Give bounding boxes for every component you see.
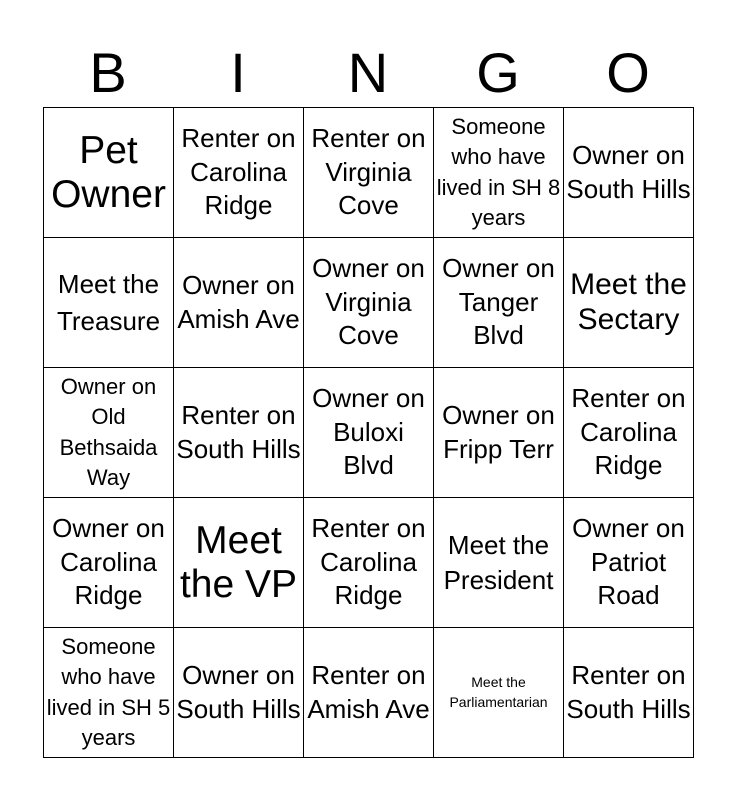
bingo-cell[interactable] xyxy=(44,368,174,498)
bingo-cell[interactable] xyxy=(174,108,304,238)
cell-text: Renter on Virginia Cove xyxy=(311,122,426,221)
cell-text: Renter on Carolina Ridge xyxy=(181,122,296,221)
header-letter-b: B xyxy=(89,41,127,104)
bingo-cell[interactable] xyxy=(564,238,694,368)
bingo-cell[interactable] xyxy=(434,368,564,498)
header-letter-g: G xyxy=(476,41,520,104)
cell-text: Renter on Carolina Ridge xyxy=(571,382,686,481)
bingo-cell[interactable] xyxy=(174,498,304,628)
bingo-cell[interactable] xyxy=(304,628,434,758)
cell-text: Owner on South Hills xyxy=(176,659,301,724)
header-letter-o: O xyxy=(606,41,650,104)
bingo-cell[interactable] xyxy=(174,628,304,758)
cell-text: Meet the Sectary xyxy=(570,268,687,336)
cell-text: Meet the President xyxy=(443,530,554,595)
cell-text: Renter on South Hills xyxy=(176,399,301,464)
bingo-board xyxy=(43,107,694,758)
bingo-cell[interactable] xyxy=(304,498,434,628)
cell-text: Renter on Amish Ave xyxy=(307,659,430,724)
cell-text: Owner on Old Bethsaida Way xyxy=(59,373,158,490)
bingo-cell[interactable] xyxy=(564,108,694,238)
cell-text: Owner on Patriot Road xyxy=(572,512,685,611)
cell-text: Owner on Carolina Ridge xyxy=(52,512,165,611)
bingo-header xyxy=(43,40,693,106)
cell-text: Owner on Tanger Blvd xyxy=(442,252,555,351)
bingo-cell[interactable] xyxy=(564,498,694,628)
bingo-cell[interactable] xyxy=(434,498,564,628)
cell-text: Renter on Carolina Ridge xyxy=(311,512,426,611)
cell-text: Owner on South Hills xyxy=(566,139,691,204)
bingo-cell[interactable] xyxy=(304,108,434,238)
bingo-cell[interactable] xyxy=(564,368,694,498)
bingo-cell[interactable] xyxy=(44,238,174,368)
bingo-cell[interactable] xyxy=(564,628,694,758)
bingo-cell[interactable] xyxy=(434,108,564,238)
cell-text: Owner on Buloxi Blvd xyxy=(312,382,425,481)
bingo-cell[interactable] xyxy=(434,628,564,758)
cell-text: Owner on Fripp Terr xyxy=(442,399,555,464)
header-letter-i: I xyxy=(230,41,246,104)
cell-text: Meet the Parliamentarian xyxy=(449,673,548,710)
cell-text: Someone who have lived in SH 5 years xyxy=(46,633,171,750)
bingo-cell[interactable] xyxy=(174,368,304,498)
cell-text: Owner on Virginia Cove xyxy=(312,252,425,351)
cell-text: Renter on South Hills xyxy=(566,659,691,724)
header-letter-n: N xyxy=(347,41,389,104)
bingo-cell[interactable] xyxy=(304,238,434,368)
cell-text: Someone who have lived in SH 8 years xyxy=(436,113,561,230)
bingo-cell[interactable] xyxy=(174,238,304,368)
cell-text: Pet Owner xyxy=(51,128,166,216)
cell-text: Meet the VP xyxy=(179,518,298,606)
bingo-cell[interactable] xyxy=(44,628,174,758)
bingo-cell[interactable] xyxy=(44,498,174,628)
bingo-cell[interactable] xyxy=(304,368,434,498)
cell-text: Meet the Treasure xyxy=(56,268,161,336)
bingo-cell[interactable] xyxy=(434,238,564,368)
bingo-cell[interactable] xyxy=(44,108,174,238)
cell-text: Owner on Amish Ave xyxy=(177,269,300,334)
